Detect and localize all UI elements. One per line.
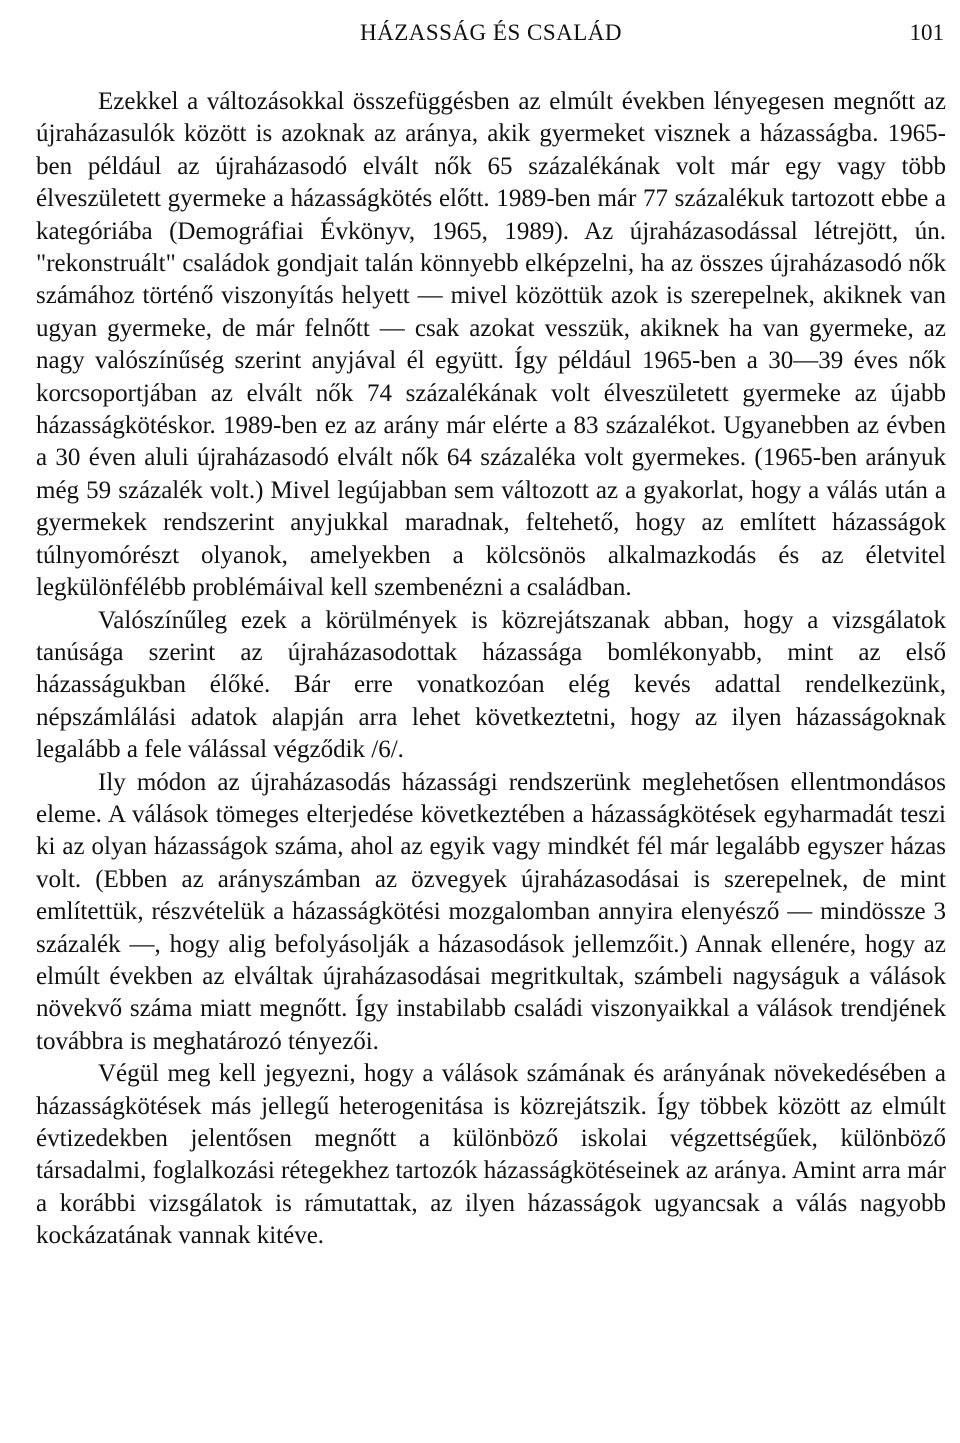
paragraph: Ily módon az újraházasodás házassági rendszerünk meglehetősen ellentmondásos eleme. A válások tömeges elterjedése következtében a házasságkötések egyharmadát teszi ki az olyan házasságok száma, ahol az egyik vagy mindkét fél már legalább egyszer házas volt. (Ebben az arányszámban az özvegyek újraházasodásai is szerepelnek, de mint említettük, részvételük a házasságkötési mozgalomban annyira elenyésző — mindössze 3 százalék —, hogy alig befolyásolják a házasodások jellemzőit.) Annak ellenére, hogy az elmúlt években az elváltak újraházasodásai megritkultak, számbeli nagyságuk a válások növekvő száma miatt megnőtt. Így instabilabb családi viszonyaikkal a válások trendjének továbbra is meghatározó tényezői. xyxy=(36,768,946,1055)
running-title: HÁZASSÁG ÉS CSALÁD xyxy=(359,20,623,45)
paragraph: Végül meg kell jegyezni, hogy a válások számának és arányának növekedésében a házasságkötések más jellegű heterogenitása is közrejátszik. Így többek között az elmúlt évtizedekben jelentősen megnőtt a különböző iskolai végzettségűek, különböző társadalmi, foglalkozási rétegekhez tartozók házasságkötéseinek az aránya. Amint arra már a korábbi vizsgálatok is rámutattak, az ilyen házasságok ugyancsak a válás nagyobb kockázatának vannak kitéve. xyxy=(36,1060,946,1250)
paragraph: Valószínűleg ezek a körülmények is közrejátszanak abban, hogy a vizsgálatok tanúsága szerint az újraházasodottak házassága bomlékonyabb, mint az első házasságukban élőké. Bár erre vonatkozóan elég kevés adattal rendelkezünk, népszámlálási adatok alapján arra lehet következtetni, hogy az ilyen házasságoknak legalább a fele válással végződik /6/. xyxy=(36,606,946,764)
page-number: 101 xyxy=(909,20,944,45)
body-text xyxy=(36,86,946,1253)
page-header xyxy=(38,16,944,50)
paragraph: Ezekkel a változásokkal összefüggésben az elmúlt években lényegesen megnőtt az újraházasulók között is azoknak az aránya, akik gyermeket visznek a házasságba. 1965-ben például az újraházasodó elvált nők 65 százalékának volt már egy vagy több élveszületett gyermeke a házasságkötés előtt. 1989-ben már 77 százalékuk tartozott ebbe a kategóriába (Demográfiai Évkönyv, 1965, 1989). Az újraházasodással létrejött, ún. "rekonstruált" családok gondjait talán könnyebb elképzelni, ha az összes újraházasodó nők számához történő viszonyítás helyett — mivel közöttük azok is szerepelnek, akiknek van ugyan gyermeke, de már felnőtt — csak azokat vesszük, akiknek ha van gyermeke, az nagy valószínűség szerint anyjával él együtt. Így például 1965-ben a 30—39 éves nők korcsoportjában az elvált nők 74 százalékának volt élveszületett gyermeke az újabb házasságkötéskor. 1989-ben ez az arány már elérte a 83 százalékot. Ugyanebben az évben a 30 éven aluli újraházasodó elvált nők 64 százaléka volt gyermekes. (1965-ben arányuk még 59 százalék volt.) Mivel legújabban sem változott az a gyakorlat, hogy a válás után a gyermekek rendszerint anyjukkal maradnak, feltehető, hogy az említett házasságok túlnyomórészt olyanok, amelyekben a kölcsönös alkalmazkodás és az életvitel legkülönfélébb problémáival kell szembenézni a családban. xyxy=(36,88,946,602)
